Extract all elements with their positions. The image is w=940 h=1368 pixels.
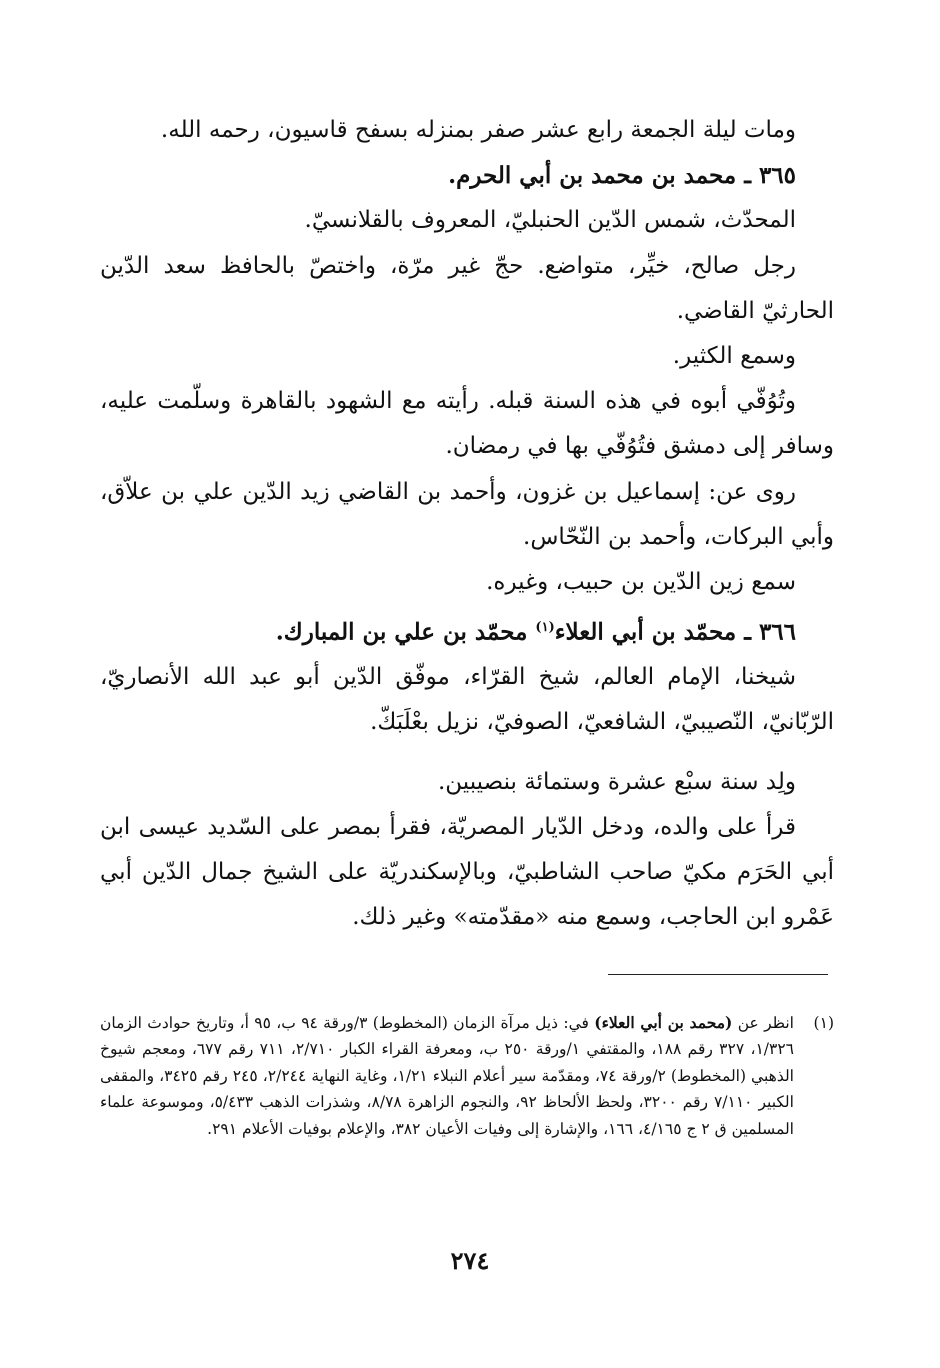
- footnote-divider: [608, 974, 828, 975]
- entry-365-paragraph: المحدّث، شمس الدّين الحنبليّ، المعروف بالقلانسيّ.: [304, 207, 796, 234]
- death-note-line: ومات ليلة الجمعة رابع عشر صفر بمنزله بسفح قاسيون، رحمه الله.: [160, 117, 796, 143]
- main-text: [100, 108, 834, 940]
- page-number: ٢٧٤: [450, 1246, 490, 1275]
- entry-366-paragraph: قرأ على والده، ودخل الدّيار المصريّة، فقرأ بمصر على السّديد عيسى ابن أبي الحَرَم مكيّ صاحب الشاطبيّ، وبالإسكندريّة على الشيخ جمال الدّين أبي عَمْرو ابن الحاجب، وسمع منه «مقدّمته» وغير ذلك.: [100, 813, 834, 931]
- footnote-text: [100, 1010, 794, 1142]
- paragraph-gap: [100, 746, 834, 760]
- entry-366-paragraph: ولِد سنة سبْع عشرة وستمائة بنصيبين.: [437, 768, 796, 795]
- footnote-item: [100, 1010, 834, 1142]
- entry-365-paragraph: سمع زين الدّين بن حبيب، وغيره.: [486, 569, 796, 596]
- entry-366-paragraph: شيخنا، الإمام العالم، شيخ القرّاء، موفّق الدّين أبو عبد الله الأنصاريّ، الرّبّانيّ، النّصيبيّ، الشافعيّ، الصوفيّ، نزيل بعْلَبَكّ.: [100, 664, 834, 736]
- entry-365-heading: ٣٦٥ ـ محمد بن محمد بن أبي الحرم.: [448, 162, 796, 190]
- entry-365-paragraph: رجل صالح، خيِّر، متواضع. حجّ غير مرّة، واختصّ بالحافظ سعد الدّين الحارثيّ القاضي.: [100, 252, 834, 324]
- footnotes: [100, 1010, 834, 1142]
- entry-365-paragraph: وتُوُفّي أبوه في هذه السنة قبله. رأيته مع الشهود بالقاهرة وسلّمت عليه، وسافر إلى دمشق فتُوُفّي بها في رمضان.: [100, 388, 834, 460]
- footnote-reference: (١): [535, 620, 555, 636]
- footnote-lead: انظر عن: [737, 1014, 794, 1032]
- entry-366-heading: [100, 605, 834, 655]
- entry-366-heading-lineage: محمّد بن علي بن المبارك.: [275, 618, 536, 646]
- footnote-number: (١): [813, 1014, 834, 1032]
- entry-366-heading-name: ٣٦٦ ـ محمّد بن أبي العلاء: [554, 618, 796, 646]
- entry-365-paragraph: وسمع الكثير.: [672, 343, 796, 370]
- footnote-sources: في: ذيل مرآة الزمان (المخطوط) ٣/ورقة ٩٤ ب، ٩٥ أ، وتاريخ حوادث الزمان ١/٣٢٦، ٣٢٧ رقم ١٨٨، والمقتفي ١/ورقة ٢٥٠ ب، ومعرفة القراء الكبار ٢/٧١٠، ٧١١ رقم ٦٧٧، ومعجم شيوخ الذهبي (المخطوط) ٢/ورقة ٧٤، ومقدّمة سير أعلام النبلاء ١/٢١، وغاية النهاية ٢/٢٤٤، ٢٤٥ رقم ٣٤٢٥، والمقفى الكبير ٧/١١٠ رقم ٣٢٠٠، ولحظ الألحاظ ٩٢، والنجوم الزاهرة ٨/٧٨، وشذرات الذهب ٥/٤٣٣، وموسوعة علماء المسلمين ق ٢ ج ٤/١٦٥، ١٦٦، والإشارة إلى وفيات الأعيان ٣٨٢، والإعلام بوفيات الأعلام ٢٩١.: [100, 1014, 794, 1138]
- entry-365-paragraph: روى عن: إسماعيل بن غزون، وأحمد بن القاضي زيد الدّين علي بن علاّق، وأبي البركات، وأحمد بن النّحّاس.: [100, 478, 834, 550]
- footnote-subject: (محمد بن أبي العلاء): [594, 1013, 733, 1032]
